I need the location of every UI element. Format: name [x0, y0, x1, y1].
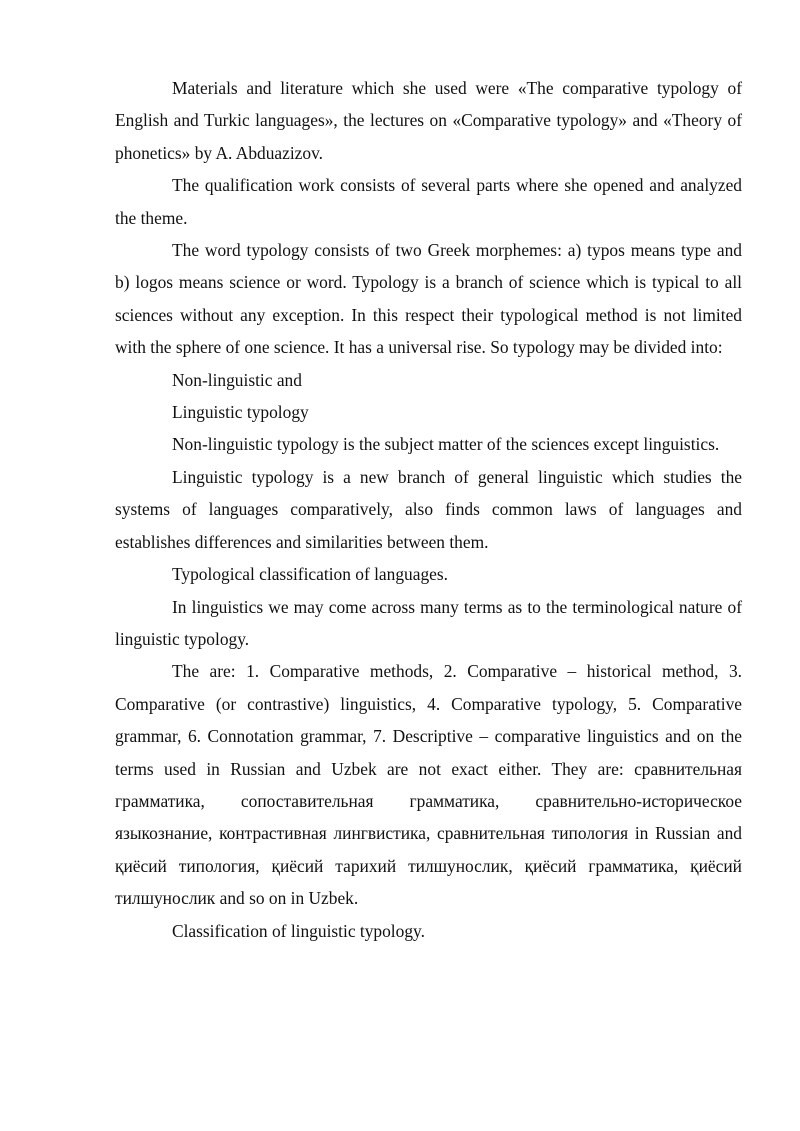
paragraph-terms-list: The are: 1. Comparative methods, 2. Comparative – historical method, 3. Comparative (or contrastive) linguistics, 4. Comparative typology, 5. Comparative grammar, 6. Connotation grammar, 7. Descriptive – comparative linguistics and on the terms used in Russian and Uzbek are not exact either. They are: сравнительная грамматика, сопоставительная грамматика, сравнительно-историческое языкознание, контрастивная лингвистика, сравнительная типология in Russian and қиёсий типология, қиёсий тарихий тилшунослик, қиёсий грамматика, қиёсий тилшунослик and so on in Uzbek.: [115, 661, 742, 909]
paragraph-typology-definition: The word typology consists of two Greek morphemes: a) typos means type and b) logos means science or word. Typology is a branch of science which is typical to all sciences without any exception. In this respect their typological method is not limited with the sphere of one science. It has a universal rise. So typology may be divided into:: [115, 240, 742, 358]
document-page: [115, 72, 742, 947]
paragraph-classification-heading: Classification of linguistic typology.: [172, 920, 425, 941]
paragraph-linguistic-item: Linguistic typology: [172, 402, 309, 423]
paragraph-materials: Materials and literature which she used were «The comparative typology of English and Turkic languages», the lectures on «Comparative typology» and «Theory of phonetics» by A. Abduazizov.: [115, 78, 742, 163]
paragraph-linguistic-typology: Linguistic typology is a new branch of general linguistic which studies the systems of languages comparatively, also finds common laws of languages and establishes differences and similarities between them.: [115, 466, 742, 552]
paragraph-non-linguistic-typology: Non-linguistic typology is the subject matter of the sciences except linguistics.: [172, 434, 720, 455]
paragraph-non-linguistic-item: Non-linguistic and: [172, 369, 302, 390]
paragraph-terminology: In linguistics we may come across many terms as to the terminological nature of linguistic typology.: [115, 596, 742, 649]
paragraph-qualification-work: The qualification work consists of several parts where she opened and analyzed the theme.: [115, 175, 742, 228]
paragraph-typological-classification: Typological classification of languages.: [172, 564, 448, 585]
